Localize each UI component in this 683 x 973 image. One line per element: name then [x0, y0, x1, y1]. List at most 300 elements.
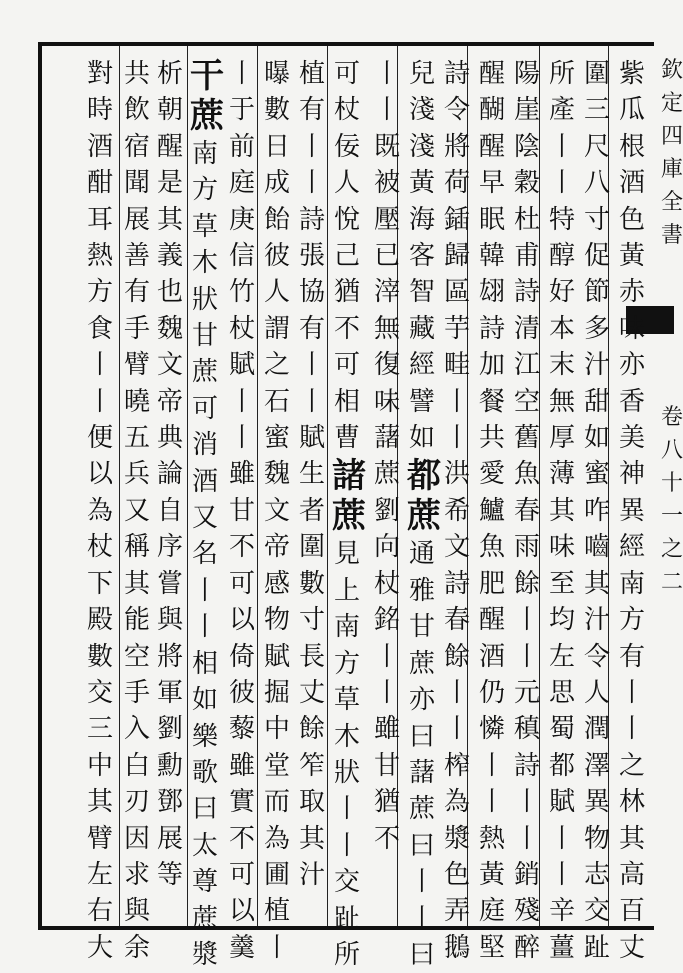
glyph: 丨	[86, 350, 113, 381]
column-rule	[257, 46, 258, 926]
glyph: 不	[373, 823, 400, 854]
glyph: 臂	[86, 823, 113, 854]
glyph: 丨	[443, 714, 470, 745]
glyph: 賦	[548, 787, 575, 818]
glyph: 酒	[191, 466, 218, 497]
glyph: 崖	[513, 95, 540, 126]
glyph: 之	[618, 750, 645, 781]
glyph: 方	[618, 605, 645, 636]
glyph: 被	[373, 168, 400, 199]
glyph: 魚	[513, 459, 540, 490]
glyph: 為	[443, 787, 470, 818]
glyph: 可	[228, 568, 255, 599]
glyph: 余	[123, 932, 150, 963]
glyph: 汁	[583, 605, 610, 636]
glyph: 雖	[228, 459, 255, 490]
glyph: 所	[548, 59, 575, 89]
glyph: 色	[443, 859, 470, 890]
glyph: 文	[156, 350, 183, 381]
glyph: 空	[513, 386, 540, 417]
glyph: 上	[333, 575, 360, 606]
glyph: 醒	[478, 131, 505, 162]
glyph: 曰	[408, 830, 435, 861]
glyph: 漿	[443, 823, 470, 854]
glyph: 猶	[333, 277, 360, 308]
glyph: 白	[123, 750, 150, 781]
glyph: 亦	[408, 685, 435, 716]
glyph: 十	[660, 471, 683, 496]
glyph: 人	[583, 677, 610, 708]
glyph: 可	[333, 59, 360, 89]
glyph: 中	[263, 714, 290, 745]
glyph: 甘	[228, 495, 255, 526]
glyph: 書	[660, 223, 683, 248]
glyph: 左	[548, 641, 575, 672]
text-column-2	[582, 56, 612, 966]
glyph: 其	[298, 823, 325, 854]
glyph: 舊	[513, 423, 540, 454]
glyph: 四	[660, 124, 683, 149]
glyph: 尺	[583, 131, 610, 162]
glyph: 丨	[373, 59, 400, 89]
glyph: 全	[660, 190, 683, 215]
glyph: 南	[191, 139, 218, 169]
glyph: 于	[228, 95, 255, 126]
glyph: 庫	[660, 157, 683, 182]
glyph: 人	[333, 168, 360, 199]
glyph: 空	[123, 641, 150, 672]
glyph: 相	[191, 648, 218, 679]
glyph: 耳	[86, 204, 113, 235]
glyph: 銘	[373, 605, 400, 636]
glyph: 丨	[618, 714, 645, 745]
glyph: 諸	[332, 456, 366, 497]
glyph: 丨	[373, 677, 400, 708]
glyph: 圃	[263, 859, 290, 890]
glyph: 佞	[333, 131, 360, 162]
glyph: 弄	[443, 896, 470, 927]
glyph: 高	[618, 859, 645, 890]
glyph: 異	[583, 787, 610, 818]
text-column-5	[477, 56, 507, 966]
column-text	[297, 56, 327, 456]
glyph: 數	[263, 95, 290, 126]
glyph: 藏	[408, 313, 435, 344]
glyph: 人	[263, 277, 290, 308]
glyph: 丨	[548, 168, 575, 199]
glyph: 長	[298, 641, 325, 672]
glyph: 有	[123, 277, 150, 308]
glyph: 加	[478, 350, 505, 381]
glyph: 如	[583, 423, 610, 454]
glyph: 韓	[478, 241, 505, 272]
glyph: 所	[333, 939, 360, 970]
glyph: 蔗	[407, 496, 441, 537]
glyph: 與	[123, 896, 150, 927]
glyph: 榨	[443, 750, 470, 781]
glyph: 植	[298, 59, 325, 89]
glyph: 薑	[548, 932, 575, 963]
glyph: 己	[333, 241, 360, 272]
glyph: 甫	[513, 241, 540, 272]
text-column-16	[85, 56, 115, 966]
glyph: 劉	[373, 495, 400, 526]
glyph: 歌	[191, 757, 218, 788]
glyph: 末	[548, 350, 575, 381]
glyph: 信	[228, 241, 255, 272]
glyph: 食	[86, 313, 113, 344]
glyph: 交	[333, 867, 360, 898]
text-column-12	[227, 56, 257, 966]
glyph: 嘗	[156, 568, 183, 599]
glyph: 交	[86, 677, 113, 708]
glyph: 將	[443, 131, 470, 162]
glyph: 漿	[191, 939, 218, 970]
glyph: 促	[583, 241, 610, 272]
glyph: 數	[298, 568, 325, 599]
glyph: 太	[191, 830, 218, 861]
glyph: 寸	[583, 204, 610, 235]
glyph: 軍	[156, 677, 183, 708]
glyph: 鵝	[443, 932, 470, 963]
glyph: 杖	[373, 568, 400, 599]
glyph: 將	[156, 641, 183, 672]
glyph: 南	[618, 568, 645, 599]
glyph: 酣	[86, 168, 113, 199]
text-column-7	[407, 56, 441, 973]
glyph: 劉	[156, 714, 183, 745]
glyph: 便	[86, 423, 113, 454]
glyph: 杜	[513, 204, 540, 235]
glyph: 聞	[123, 168, 150, 199]
glyph: 下	[86, 568, 113, 599]
glyph: 瓜	[618, 95, 645, 126]
glyph: 早	[478, 168, 505, 199]
column-text	[332, 56, 362, 456]
glyph: 都	[548, 750, 575, 781]
glyph: 汁	[298, 859, 325, 890]
glyph: 既	[373, 131, 400, 162]
glyph: 蔗	[408, 794, 435, 825]
glyph: 蔗	[408, 648, 435, 679]
glyph: 宿	[123, 131, 150, 162]
glyph: 義	[156, 241, 183, 272]
glyph: 蔗	[191, 903, 218, 934]
glyph: 經	[408, 350, 435, 381]
glyph: 黃	[618, 241, 645, 272]
glyph: 笮	[298, 750, 325, 781]
text-column-10	[297, 56, 327, 893]
glyph: 譬	[408, 386, 435, 417]
glyph: 淺	[408, 95, 435, 126]
glyph: 協	[298, 277, 325, 308]
glyph: 憐	[478, 714, 505, 745]
glyph: 展	[156, 823, 183, 854]
glyph: 清	[513, 313, 540, 344]
glyph: 丨	[513, 823, 540, 854]
entry-note	[372, 420, 402, 857]
glyph: 蜜	[583, 459, 610, 490]
glyph: 紫	[618, 59, 645, 89]
glyph: 杖	[333, 95, 360, 126]
glyph: 大	[86, 932, 113, 963]
glyph: 曝	[263, 59, 290, 89]
glyph: 丨	[443, 677, 470, 708]
glyph: 文	[443, 532, 470, 563]
glyph: 丈	[298, 677, 325, 708]
glyph: 荷	[443, 168, 470, 199]
glyph: 神	[618, 459, 645, 490]
glyph: 醒	[478, 605, 505, 636]
glyph: 辛	[548, 896, 575, 927]
text-column-14	[155, 56, 185, 893]
glyph: 善	[123, 241, 150, 272]
glyph: 彼	[228, 677, 255, 708]
glyph: 帝	[156, 386, 183, 417]
glyph: 曰	[408, 939, 435, 970]
glyph: 熱	[86, 241, 113, 272]
glyph: 愛	[478, 459, 505, 490]
glyph: 詩	[513, 750, 540, 781]
glyph: 三	[583, 95, 610, 126]
glyph: 實	[228, 787, 255, 818]
glyph: 因	[123, 823, 150, 854]
entry-heading-gan	[190, 56, 224, 136]
glyph: 日	[263, 131, 290, 162]
glyph: 時	[86, 95, 113, 126]
glyph: 甘	[191, 321, 218, 352]
glyph: 丨	[298, 350, 325, 381]
glyph: 又	[123, 495, 150, 526]
glyph: 其	[86, 787, 113, 818]
glyph: 有	[298, 313, 325, 344]
glyph: 方	[333, 648, 360, 679]
glyph: 多	[583, 313, 610, 344]
glyph: 曹	[333, 423, 360, 454]
glyph: 魏	[156, 313, 183, 344]
glyph: 右	[86, 896, 113, 927]
glyph: 自	[156, 495, 183, 526]
glyph: 丈	[618, 932, 645, 963]
glyph: 詩	[478, 313, 505, 344]
glyph: 方	[86, 277, 113, 308]
glyph: 彼	[263, 241, 290, 272]
glyph: 醒	[478, 59, 505, 89]
glyph: 鄧	[156, 787, 183, 818]
glyph: 丨	[373, 641, 400, 672]
glyph: 都	[407, 456, 441, 497]
glyph: 雅	[408, 575, 435, 606]
glyph: 味	[373, 386, 400, 417]
glyph: 趾	[583, 932, 610, 963]
entry-note	[297, 456, 327, 893]
glyph: 丨	[513, 605, 540, 636]
glyph: 異	[618, 495, 645, 526]
glyph: 狀	[191, 284, 218, 315]
glyph: 藷	[408, 757, 435, 788]
glyph: 酒	[86, 131, 113, 162]
glyph: 酒	[618, 168, 645, 199]
glyph: 芋	[443, 313, 470, 344]
glyph: 無	[548, 386, 575, 417]
glyph: 不	[228, 532, 255, 563]
glyph: 尊	[191, 867, 218, 898]
glyph: 為	[86, 495, 113, 526]
glyph: 入	[123, 714, 150, 745]
glyph: 江	[513, 350, 540, 381]
glyph: 對	[86, 59, 113, 89]
entry-note	[407, 536, 437, 973]
glyph: 肥	[478, 568, 505, 599]
glyph: 圍	[298, 532, 325, 563]
glyph: 丨	[298, 168, 325, 199]
glyph: 見	[333, 539, 360, 570]
glyph: 不	[228, 823, 255, 854]
glyph: 詩	[513, 277, 540, 308]
glyph: 名	[191, 539, 218, 570]
glyph: 木	[191, 248, 218, 279]
glyph: 令	[443, 95, 470, 126]
glyph: 咋	[583, 495, 610, 526]
glyph: 熱	[478, 823, 505, 854]
glyph: 眠	[478, 204, 505, 235]
text-column-11	[262, 56, 292, 966]
glyph: 稹	[513, 714, 540, 745]
glyph: 產	[548, 95, 575, 126]
glyph: 醐	[478, 95, 505, 126]
glyph: 能	[123, 605, 150, 636]
glyph: 區	[443, 277, 470, 308]
glyph: 丨	[191, 575, 218, 606]
glyph: 之	[263, 350, 290, 381]
glyph: 根	[618, 131, 645, 162]
glyph: 丨	[408, 903, 435, 934]
glyph: 丨	[513, 787, 540, 818]
glyph: 丨	[443, 423, 470, 454]
glyph: 詩	[298, 204, 325, 235]
glyph: 是	[156, 168, 183, 199]
glyph: 文	[263, 495, 290, 526]
glyph: 倚	[228, 641, 255, 672]
glyph: 可	[333, 350, 360, 381]
glyph: 丨	[86, 386, 113, 417]
glyph: 黃	[478, 859, 505, 890]
glyph: 丨	[228, 59, 255, 89]
glyph: 詩	[443, 568, 470, 599]
glyph: 節	[583, 277, 610, 308]
glyph: 春	[513, 495, 540, 526]
glyph: 藷	[373, 423, 400, 454]
glyph: 穀	[513, 168, 540, 199]
glyph: 色	[618, 204, 645, 235]
glyph: 生	[298, 459, 325, 490]
glyph: 丨	[298, 131, 325, 162]
glyph: 復	[373, 350, 400, 381]
glyph: 厚	[548, 423, 575, 454]
glyph: 陽	[513, 59, 540, 89]
glyph: 澤	[583, 750, 610, 781]
glyph: 特	[548, 204, 575, 235]
glyph: 相	[333, 386, 360, 417]
glyph: 黃	[408, 168, 435, 199]
glyph: 兵	[123, 459, 150, 490]
glyph: 欽	[660, 58, 683, 83]
glyph: 卷	[660, 405, 683, 430]
glyph: 成	[263, 168, 290, 199]
glyph: 以	[228, 605, 255, 636]
glyph: 味	[548, 532, 575, 563]
glyph: 向	[373, 532, 400, 563]
glyph: 趾	[333, 903, 360, 934]
glyph: 兒	[408, 59, 435, 89]
glyph: 圍	[583, 59, 610, 89]
column-rule	[327, 46, 328, 926]
glyph: 銷	[513, 859, 540, 890]
glyph: 草	[191, 211, 218, 242]
glyph: 狀	[333, 757, 360, 788]
glyph: 海	[408, 204, 435, 235]
glyph: 丨	[408, 867, 435, 898]
glyph: 滓	[373, 277, 400, 308]
glyph: 有	[618, 641, 645, 672]
glyph: 其	[548, 495, 575, 526]
glyph: 與	[156, 605, 183, 636]
glyph: 一	[660, 504, 683, 529]
glyph: 春	[443, 605, 470, 636]
glyph: 汁	[583, 350, 610, 381]
glyph: 殿	[86, 605, 113, 636]
volume-label	[656, 401, 683, 599]
glyph: 翃	[478, 277, 505, 308]
glyph: 朝	[156, 95, 183, 126]
glyph: 取	[298, 787, 325, 818]
glyph: 羹	[228, 932, 255, 963]
glyph: 甘	[408, 612, 435, 643]
glyph: 蔗	[190, 96, 224, 136]
glyph: 稱	[123, 532, 150, 563]
glyph: 已	[373, 241, 400, 272]
glyph: 甜	[583, 386, 610, 417]
glyph: 甘	[373, 750, 400, 781]
glyph: 雖	[228, 750, 255, 781]
glyph: 詩	[443, 59, 470, 89]
glyph: 令	[583, 641, 610, 672]
glyph: 析	[156, 59, 183, 89]
glyph: 林	[618, 787, 645, 818]
column-rule	[119, 46, 120, 926]
glyph: 嚙	[583, 532, 610, 563]
glyph: 杖	[86, 532, 113, 563]
glyph: 飴	[263, 204, 290, 235]
glyph: 雖	[373, 714, 400, 745]
glyph: 其	[123, 568, 150, 599]
glyph: 赤	[618, 277, 645, 308]
glyph: 掘	[263, 677, 290, 708]
text-column-13	[190, 56, 224, 973]
glyph: 手	[123, 313, 150, 344]
glyph: 希	[443, 495, 470, 526]
glyph: 二	[660, 570, 683, 595]
glyph: 方	[191, 175, 218, 206]
glyph: 美	[618, 423, 645, 454]
glyph: 丨	[333, 830, 360, 861]
glyph: 其	[156, 204, 183, 235]
glyph: 丨	[478, 750, 505, 781]
glyph: 蜀	[548, 714, 575, 745]
glyph: 物	[263, 605, 290, 636]
glyph: 餘	[513, 568, 540, 599]
glyph: 之	[660, 537, 683, 562]
